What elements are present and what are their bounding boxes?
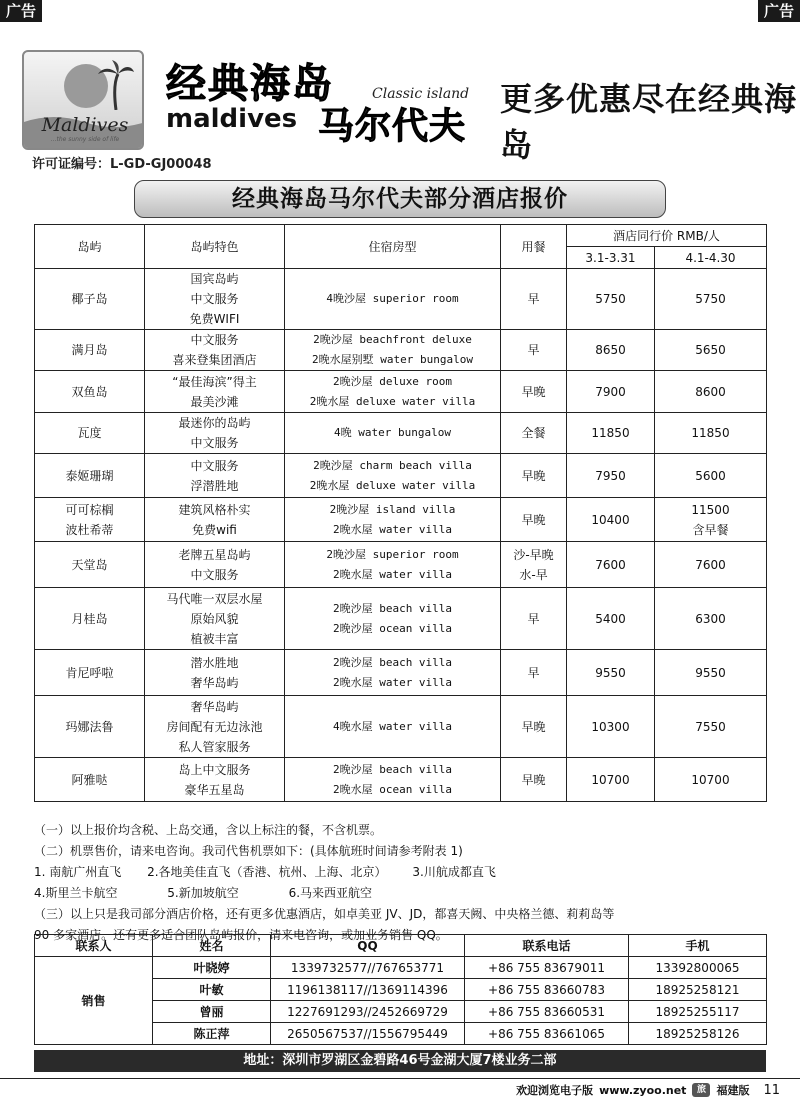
cell-meal — [501, 330, 567, 371]
logo-subtitle: ...the sunny side of life — [50, 136, 120, 143]
cell-meal-line: 早 — [527, 292, 540, 306]
cell-price-period-2 — [655, 454, 767, 498]
airlines-row-2 — [34, 883, 766, 904]
page-number: 11 — [763, 1082, 780, 1098]
ad-label-right: 广告 — [758, 0, 800, 22]
cell-island — [35, 454, 145, 498]
cell-feature-line: 房间配有无边泳池 — [166, 719, 263, 734]
cell-feature-line: 中文服务 — [190, 292, 239, 306]
note-3a: （三）以上只是我司部分酒店价格，还有更多优惠酒店，如卓美亚 JV、JD，都喜天阙、中央格兰德、莉莉岛等 — [34, 907, 615, 921]
hotel-price-table — [34, 224, 767, 802]
cell-meal — [501, 413, 567, 454]
airline-item: 1. 南航广州直飞 — [34, 865, 122, 879]
cell-price-period-1-line: 7900 — [595, 384, 626, 399]
header-island: 岛屿 — [35, 225, 145, 269]
cell-island — [35, 758, 145, 802]
cell-room — [285, 330, 501, 371]
cell-room-line: 2晚水屋 deluxe water villa — [309, 478, 476, 492]
cell-meal-line: 全餐 — [521, 426, 546, 440]
slogan: 更多优惠尽在经典海岛 — [500, 80, 798, 164]
cell-price-period-2 — [655, 588, 767, 650]
cell-island — [35, 413, 145, 454]
header-qq: QQ — [271, 935, 465, 957]
airline-item: 4.斯里兰卡航空 — [34, 886, 118, 900]
page-title: 经典海岛马尔代夫部分酒店报价 — [134, 180, 666, 218]
cell-island-line: 阿雅哒 — [71, 772, 108, 787]
cell-price-period-2-line: 8600 — [695, 384, 726, 399]
cell-room — [285, 454, 501, 498]
cell-island-line: 玛娜法鲁 — [65, 719, 114, 734]
hotel-row — [35, 269, 767, 330]
hotel-row — [35, 650, 767, 696]
header-period-2: 4.1-4.30 — [655, 247, 767, 269]
cell-feature — [145, 758, 285, 802]
cell-meal — [501, 650, 567, 696]
cell-price-period-1-line: 10400 — [591, 512, 630, 527]
contact-tel: +86 755 83661065 — [465, 1023, 629, 1045]
cell-meal — [501, 454, 567, 498]
cell-room-line: 2晚沙屋 charm beach villa — [313, 458, 472, 472]
cell-price-period-1 — [567, 542, 655, 588]
header-role: 联系人 — [35, 935, 153, 957]
cell-island — [35, 330, 145, 371]
hotel-row — [35, 588, 767, 650]
contact-qq: 1339732577//767653771 — [271, 957, 465, 979]
cell-room-line: 2晚沙屋 beach villa — [332, 762, 453, 776]
cell-island-line: 波杜希蒂 — [65, 522, 114, 537]
cell-price-period-2 — [655, 696, 767, 758]
cell-price-period-1-line: 11850 — [591, 426, 630, 440]
cell-room-line: 4晚 water bungalow — [334, 426, 451, 439]
address: 地址：深圳市罗湖区金碧路46号金湖大厦7楼业务二部 — [34, 1050, 766, 1072]
header-name: 姓名 — [153, 935, 271, 957]
palm-tree-icon — [94, 60, 134, 110]
contact-name: 叶敏 — [153, 979, 271, 1001]
contact-mobile: 18925255117 — [629, 1001, 767, 1023]
cell-meal — [501, 269, 567, 330]
cell-feature-line: 最美沙滩 — [190, 394, 239, 409]
cell-price-period-2 — [655, 758, 767, 802]
cell-island-line: 双鱼岛 — [71, 384, 108, 399]
cell-room-line: 2晚水屋别墅 water bungalow — [312, 353, 473, 366]
cell-meal-line: 早晚 — [521, 719, 546, 734]
cell-island — [35, 542, 145, 588]
cell-island-line: 肯尼呼啦 — [65, 665, 114, 680]
contact-role: 销售 — [35, 957, 153, 1045]
cell-price-period-2-line: 7600 — [695, 557, 726, 572]
contact-mobile: 13392800065 — [629, 957, 767, 979]
header-price: 酒店同行价 RMB/人 — [567, 225, 767, 247]
cell-room — [285, 542, 501, 588]
cell-feature — [145, 650, 285, 696]
notes — [34, 820, 766, 946]
cell-price-period-2 — [655, 413, 767, 454]
cell-room-line: 2晚沙屋 beachfront deluxe — [313, 333, 472, 346]
cell-room-line: 2晚水屋 deluxe water villa — [309, 394, 476, 408]
cell-island-line: 瓦度 — [77, 426, 102, 440]
cell-feature-line: 中文服务 — [190, 458, 239, 473]
cell-price-period-2-line: 10700 — [691, 772, 730, 787]
cell-price-period-1 — [567, 758, 655, 802]
header-meal: 用餐 — [501, 225, 567, 269]
cell-feature-line: 豪华五星岛 — [184, 782, 245, 797]
cell-price-period-2-line: 5750 — [695, 292, 726, 306]
hotel-row — [35, 454, 767, 498]
cell-price-period-1 — [567, 588, 655, 650]
contact-name: 叶晓婷 — [153, 957, 271, 979]
cell-island-line: 月桂岛 — [71, 611, 108, 626]
hotel-row — [35, 758, 767, 802]
cell-meal — [501, 498, 567, 542]
airlines-row-1 — [34, 862, 766, 883]
cell-island-line: 满月岛 — [71, 343, 108, 357]
cell-room-line: 2晚水屋 water villa — [332, 567, 453, 581]
cell-price-period-1-line: 9550 — [595, 665, 626, 680]
hotel-row — [35, 413, 767, 454]
cell-feature-line: 免费wifi — [192, 522, 237, 537]
cell-price-period-1-line: 7950 — [595, 468, 626, 483]
cell-feature-line: 中文服务 — [190, 436, 239, 450]
header-room: 住宿房型 — [285, 225, 501, 269]
cell-price-period-2 — [655, 650, 767, 696]
hotel-row — [35, 498, 767, 542]
ad-label-left: 广告 — [0, 0, 42, 22]
header-mobile: 手机 — [629, 935, 767, 957]
cell-feature — [145, 269, 285, 330]
cell-feature-line: 中文服务 — [190, 333, 239, 347]
cell-price-period-1 — [567, 413, 655, 454]
contact-name: 曾丽 — [153, 1001, 271, 1023]
cell-island-line: 可可棕榈 — [65, 502, 114, 517]
airline-item: 2.各地美佳直飞（香港、杭州、上海、北京） — [147, 865, 387, 879]
cell-meal-line: 早 — [527, 343, 540, 357]
cell-room — [285, 269, 501, 330]
cell-island — [35, 498, 145, 542]
cell-price-period-2-line: 6300 — [695, 611, 726, 626]
cell-meal-line: 早晚 — [521, 512, 546, 527]
cell-meal — [501, 542, 567, 588]
cell-price-period-1 — [567, 650, 655, 696]
cell-feature — [145, 454, 285, 498]
cell-price-period-2 — [655, 542, 767, 588]
cell-feature-line: 老牌五星岛屿 — [178, 547, 251, 562]
note-1: （一）以上报价均含税、上岛交通，含以上标注的餐，不含机票。 — [34, 823, 383, 837]
cell-price-period-1 — [567, 269, 655, 330]
cell-room-line: 2晚沙屋 beach villa — [332, 655, 453, 669]
contact-qq: 1227691293//2452669729 — [271, 1001, 465, 1023]
contact-tel: +86 755 83660783 — [465, 979, 629, 1001]
cell-feature-line: 原始风貌 — [190, 611, 239, 626]
cell-feature-line: 植被丰富 — [190, 631, 239, 646]
cell-meal — [501, 758, 567, 802]
airline-item: 5.新加坡航空 — [167, 886, 239, 900]
cell-island-line: 泰姬珊瑚 — [65, 468, 114, 483]
cell-price-period-1-line: 10300 — [591, 719, 630, 734]
cell-price-period-2-line: 5650 — [695, 343, 726, 357]
cell-price-period-1 — [567, 371, 655, 413]
brand-subtitle-cn: 马尔代夫 — [318, 106, 467, 147]
cell-feature-line: 潜水胜地 — [190, 655, 239, 670]
footer-divider — [0, 1078, 800, 1079]
cell-island-line: 天堂岛 — [71, 557, 108, 572]
cell-feature-line: 私人管家服务 — [178, 739, 251, 754]
license-number: 许可证编号：L-GD-GJ00048 — [32, 157, 212, 172]
cell-feature-line: 岛上中文服务 — [178, 762, 251, 777]
cell-room-line: 2晚水屋 ocean villa — [332, 782, 453, 796]
note-2: （二）机票售价，请来电咨询。我司代售机票如下：(具体航班时间请参考附表 1) — [34, 844, 463, 858]
cell-meal-line: 早 — [527, 611, 540, 626]
contact-tel: +86 755 83660531 — [465, 1001, 629, 1023]
cell-price-period-1 — [567, 498, 655, 542]
cell-meal-line: 早晚 — [521, 772, 546, 787]
cell-meal-line: 早 — [527, 665, 540, 680]
cell-price-period-1 — [567, 454, 655, 498]
cell-price-period-2-line: 11850 — [691, 426, 730, 440]
cell-room — [285, 371, 501, 413]
contact-qq: 2650567537//1556795449 — [271, 1023, 465, 1045]
footer-edition: 福建版 — [716, 1084, 750, 1097]
footer-logo-icon: 旅 — [692, 1083, 710, 1097]
cell-price-period-1-line: 5750 — [595, 292, 626, 306]
cell-price-period-2-line: 9550 — [695, 665, 726, 680]
cell-meal-line: 沙-早晚 — [513, 547, 554, 562]
brand-subtitle-en: maldives — [166, 104, 298, 134]
cell-feature-line: 免费WIFI — [189, 312, 240, 326]
cell-price-period-1-line: 10700 — [591, 772, 630, 787]
footer-welcome: 欢迎浏览电子版 — [516, 1084, 594, 1097]
cell-price-period-2-line: 含早餐 — [692, 522, 729, 537]
footer — [516, 1082, 780, 1098]
cell-feature — [145, 413, 285, 454]
cell-room-line: 2晚沙屋 island villa — [329, 502, 456, 516]
hotel-row — [35, 542, 767, 588]
maldives-logo — [22, 50, 144, 150]
contact-rows — [35, 957, 767, 1045]
cell-meal — [501, 696, 567, 758]
cell-feature — [145, 542, 285, 588]
cell-meal — [501, 371, 567, 413]
airline-item: 3.川航成都直飞 — [412, 865, 496, 879]
cell-feature-line: “最佳海滨”得主 — [172, 374, 257, 389]
cell-meal-line: 水-早 — [519, 567, 548, 582]
cell-feature — [145, 371, 285, 413]
cell-price-period-1-line: 8650 — [595, 343, 626, 357]
cell-feature-line: 浮潜胜地 — [190, 478, 239, 493]
cell-feature-line: 喜来登集团酒店 — [172, 353, 257, 367]
cell-room — [285, 696, 501, 758]
logo-text: Maldives — [41, 114, 129, 136]
cell-feature-line: 中文服务 — [190, 567, 239, 582]
cell-feature — [145, 588, 285, 650]
footer-site-link[interactable]: www.zyoo.net — [599, 1083, 687, 1097]
hotel-row — [35, 696, 767, 758]
cell-feature — [145, 330, 285, 371]
cell-feature-line: 马代唯一双层水屋 — [166, 591, 263, 606]
cell-meal — [501, 588, 567, 650]
cell-price-period-2-line: 11500 — [691, 502, 730, 517]
contact-name: 陈正萍 — [153, 1023, 271, 1045]
cell-island-line: 椰子岛 — [71, 292, 108, 306]
cell-room-line: 4晚沙屋 superior room — [326, 292, 459, 305]
cell-feature-line: 国宾岛屿 — [190, 272, 239, 286]
contact-qq: 1196138117//1369114396 — [271, 979, 465, 1001]
header-tel: 联系电话 — [465, 935, 629, 957]
cell-price-period-2 — [655, 498, 767, 542]
contact-row — [35, 957, 767, 979]
cell-feature-line: 奢华岛屿 — [190, 699, 239, 714]
note-3b: 90 多家酒店。还有更多适合团队岛屿报价，请来电咨询，或加业务销售 QQ。 — [34, 928, 448, 942]
cell-feature-line: 奢华岛屿 — [190, 675, 239, 690]
cell-price-period-1 — [567, 696, 655, 758]
cell-room — [285, 588, 501, 650]
cell-price-period-1-line: 7600 — [595, 557, 626, 572]
header-period-1: 3.1-3.31 — [567, 247, 655, 269]
hotel-rows — [35, 269, 767, 802]
cell-price-period-2-line: 5600 — [695, 468, 726, 483]
cell-feature — [145, 498, 285, 542]
cell-room — [285, 413, 501, 454]
cell-room-line: 2晚水屋 water villa — [332, 522, 453, 536]
cell-meal-line: 早晚 — [521, 468, 546, 483]
cell-room — [285, 498, 501, 542]
contact-tel: +86 755 83679011 — [465, 957, 629, 979]
cell-room-line: 4晚水屋 water villa — [332, 719, 453, 733]
cell-island — [35, 588, 145, 650]
contact-mobile: 18925258126 — [629, 1023, 767, 1045]
cell-room-line: 2晚水屋 water villa — [332, 675, 453, 689]
contact-mobile: 18925258121 — [629, 979, 767, 1001]
cell-island — [35, 371, 145, 413]
contact-table — [34, 934, 767, 1045]
header-feature: 岛屿特色 — [145, 225, 285, 269]
cell-island — [35, 650, 145, 696]
brand-title-en: Classic island — [372, 86, 470, 102]
cell-room-line: 2晚沙屋 deluxe room — [332, 374, 453, 388]
airline-item: 6.马来西亚航空 — [288, 886, 373, 900]
cell-room — [285, 650, 501, 696]
hotel-row — [35, 371, 767, 413]
cell-price-period-2 — [655, 330, 767, 371]
cell-meal-line: 早晚 — [521, 384, 546, 399]
cell-room-line: 2晚沙屋 beach villa — [332, 601, 453, 615]
cell-room — [285, 758, 501, 802]
cell-island — [35, 269, 145, 330]
cell-price-period-2-line: 7550 — [695, 719, 726, 734]
cell-room-line: 2晚沙屋 superior room — [326, 547, 459, 561]
hotel-row — [35, 330, 767, 371]
cell-price-period-1-line: 5400 — [595, 611, 626, 626]
brand-title-cn: 经典海岛 — [166, 61, 334, 107]
cell-price-period-1 — [567, 330, 655, 371]
cell-feature — [145, 696, 285, 758]
cell-feature-line: 最迷你的岛屿 — [178, 416, 251, 430]
cell-island — [35, 696, 145, 758]
cell-price-period-2 — [655, 371, 767, 413]
cell-room-line: 2晚沙屋 ocean villa — [332, 621, 453, 635]
cell-feature-line: 建筑风格朴实 — [178, 502, 251, 517]
cell-price-period-2 — [655, 269, 767, 330]
